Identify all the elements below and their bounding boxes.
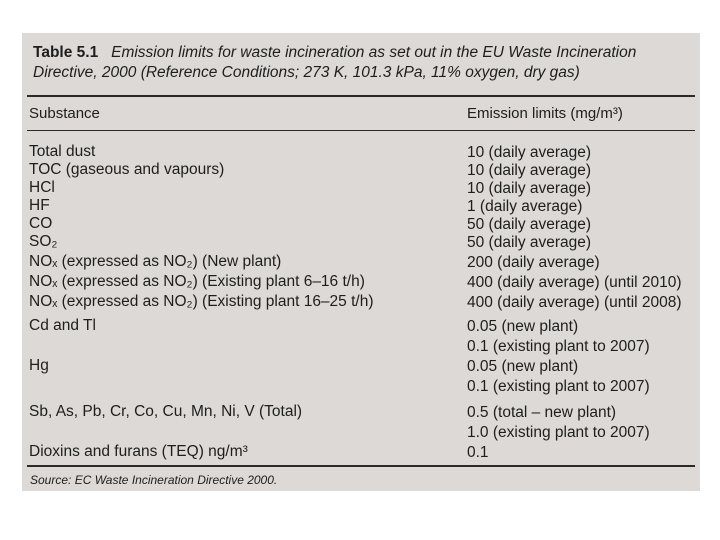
limit-cell: 1 (daily average) xyxy=(467,198,583,215)
limit-cell: 50 (daily average) xyxy=(467,216,592,233)
limit-cell: 10 (daily average) xyxy=(467,162,592,179)
limit-cell: 10 (daily average) xyxy=(467,144,592,161)
top-rule xyxy=(27,95,695,97)
limit-cell: 400 (daily average) (until 2010) xyxy=(467,274,682,291)
limit-cell: 10 (daily average) xyxy=(467,180,592,197)
table-label: Table 5.1 xyxy=(33,44,99,61)
substance-cell: Sb, As, Pb, Cr, Co, Cu, Mn, Ni, V (Total) xyxy=(29,403,303,420)
limit-cell: 200 (daily average) xyxy=(467,254,600,271)
bottom-rule xyxy=(27,465,695,467)
substance-cell: HF xyxy=(29,197,50,214)
table-caption-text: Emission limits for waste incineration as set out in the EU Waste Incineration Directive, 2000 (Reference Conditions; 273 K, 101.3 kPa, 11% oxygen, dry gas) xyxy=(33,44,637,81)
substance-cell: NOₓ (expressed as NO₂) (Existing plant 16–25 t/h) xyxy=(29,293,374,310)
substance-cell: Hg xyxy=(29,357,49,374)
limit-cell: 0.05 (new plant) 0.1 (existing plant to 2007) xyxy=(467,318,650,355)
substance-cell: HCl xyxy=(29,179,55,196)
table-caption xyxy=(33,43,693,83)
substance-cell: NOₓ (expressed as NO₂) (New plant) xyxy=(29,253,282,270)
substance-cell: NOₓ (expressed as NO₂) (Existing plant 6–16 t/h) xyxy=(29,273,365,290)
table-source-note: Source: EC Waste Incineration Directive 2000. xyxy=(30,473,278,487)
substance-cell: TOC (gaseous and vapours) xyxy=(29,161,225,178)
substance-cell: Cd and Tl xyxy=(29,317,96,334)
substance-cell: SO₂ xyxy=(29,233,58,250)
column-header-substance: Substance xyxy=(29,105,100,122)
limit-cell: 50 (daily average) xyxy=(467,234,592,251)
limit-cell: 0.5 (total – new plant) 1.0 (existing plant to 2007) xyxy=(467,404,650,441)
scanned-table-page xyxy=(22,33,700,491)
substance-cell: Dioxins and furans (TEQ) ng/m³ xyxy=(29,443,248,460)
column-header-emission-limits: Emission limits (mg/m³) xyxy=(467,105,623,122)
limit-cell: 400 (daily average) (until 2008) xyxy=(467,294,682,311)
substance-cell: CO xyxy=(29,215,53,232)
limit-cell: 0.1 xyxy=(467,444,489,461)
limit-cell: 0.05 (new plant) 0.1 (existing plant to 2007) xyxy=(467,358,650,395)
substance-cell: Total dust xyxy=(29,143,96,160)
header-rule xyxy=(27,130,695,131)
